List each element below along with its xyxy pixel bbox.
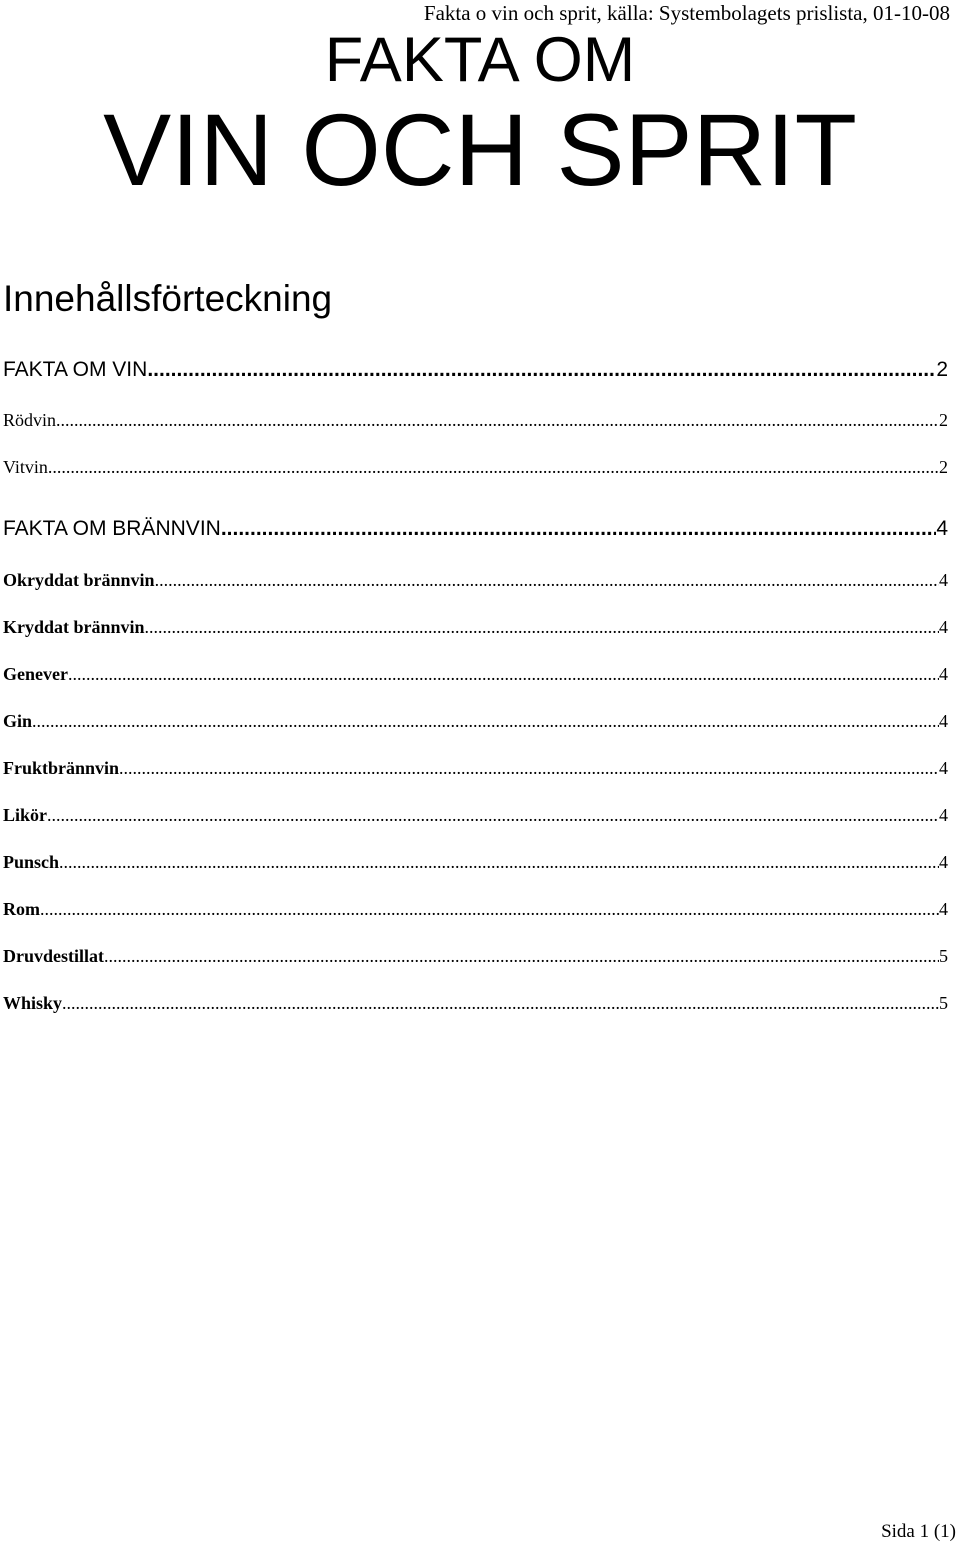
toc-entry-whisky[interactable] bbox=[3, 991, 948, 1015]
toc-leader-dots bbox=[32, 709, 939, 733]
toc-entry-label: Gin bbox=[3, 711, 33, 731]
toc-entry-label: Vitvin bbox=[3, 457, 48, 477]
toc-leader-dots bbox=[221, 516, 936, 542]
toc-entry-okryddat-brannvin[interactable] bbox=[3, 568, 948, 592]
toc-heading: Innehållsförteckning bbox=[3, 278, 333, 319]
toc-entry-genever[interactable] bbox=[3, 662, 948, 686]
toc-entry-page: 2 bbox=[939, 410, 948, 430]
toc-entry-label: Likör bbox=[3, 805, 48, 825]
toc-leader-dots bbox=[40, 897, 939, 921]
toc-entry-page: 4 bbox=[939, 711, 948, 731]
toc-entry-label: Punsch bbox=[3, 852, 60, 872]
toc-leader-dots bbox=[145, 615, 939, 639]
toc-entry-fruktbrannvin[interactable] bbox=[3, 756, 948, 780]
toc-leader-dots bbox=[48, 455, 939, 479]
toc-leader-dots bbox=[147, 357, 936, 383]
toc-entry-page: 5 bbox=[939, 946, 948, 966]
toc-entry-page: 4 bbox=[939, 758, 948, 778]
toc-entry-label: Okryddat brännvin bbox=[3, 570, 155, 590]
toc-entry-page: 4 bbox=[939, 852, 948, 872]
toc-leader-dots bbox=[59, 850, 939, 874]
toc-entry-page: 4 bbox=[939, 664, 948, 684]
toc-leader-dots bbox=[68, 662, 939, 686]
toc-entry-label: Whisky bbox=[3, 993, 63, 1013]
toc-entry-rom[interactable] bbox=[3, 897, 948, 921]
toc-entry-page: 4 bbox=[936, 517, 948, 540]
toc-entry-druvdestillat[interactable] bbox=[3, 944, 948, 968]
toc-leader-dots bbox=[155, 568, 939, 592]
toc-entry-label: Rödvin bbox=[3, 410, 57, 430]
toc-entry-label: Druvdestillat bbox=[3, 946, 104, 966]
toc-entry-page: 2 bbox=[939, 457, 948, 477]
toc-entry-label: FAKTA OM VIN bbox=[3, 358, 148, 381]
toc-entry-page: 2 bbox=[936, 358, 948, 381]
toc-entry-page: 4 bbox=[939, 805, 948, 825]
toc-entry-page: 5 bbox=[939, 993, 948, 1013]
toc-leader-dots bbox=[104, 944, 939, 968]
title-line-2: VIN OCH SPRIT bbox=[103, 93, 857, 207]
toc-entry-page: 4 bbox=[939, 570, 948, 590]
toc-entry-label: FAKTA OM BRÄNNVIN bbox=[3, 517, 221, 540]
toc-entry-label: Kryddat brännvin bbox=[3, 617, 145, 637]
toc-leader-dots bbox=[119, 756, 939, 780]
toc-leader-dots bbox=[56, 408, 939, 432]
toc-entry-label: Genever bbox=[3, 664, 68, 684]
toc-entry-fakta-om-vin[interactable] bbox=[3, 357, 948, 383]
toc-entry-rodvin[interactable] bbox=[3, 408, 948, 432]
toc-entry-label: Rom bbox=[3, 899, 40, 919]
toc-entry-likor[interactable] bbox=[3, 803, 948, 827]
toc-leader-dots bbox=[47, 803, 939, 827]
toc-entry-punsch[interactable] bbox=[3, 850, 948, 874]
toc-entry-fakta-om-brannvin[interactable] bbox=[3, 516, 948, 542]
toc-leader-dots bbox=[62, 991, 939, 1015]
toc-entry-gin[interactable] bbox=[3, 709, 948, 733]
toc-entry-label: Fruktbrännvin bbox=[3, 758, 120, 778]
title-line-1: FAKTA OM bbox=[324, 25, 636, 95]
toc-entry-vitvin[interactable] bbox=[3, 455, 948, 479]
toc-entry-kryddat-brannvin[interactable] bbox=[3, 615, 948, 639]
toc-entry-page: 4 bbox=[939, 899, 948, 919]
toc-entry-page: 4 bbox=[939, 617, 948, 637]
footer-page-indicator: Sida 1 (1) bbox=[881, 1521, 956, 1542]
header-source-note: Fakta o vin och sprit, källa: Systembolagets prislista, 01-10-08 bbox=[423, 1, 950, 25]
